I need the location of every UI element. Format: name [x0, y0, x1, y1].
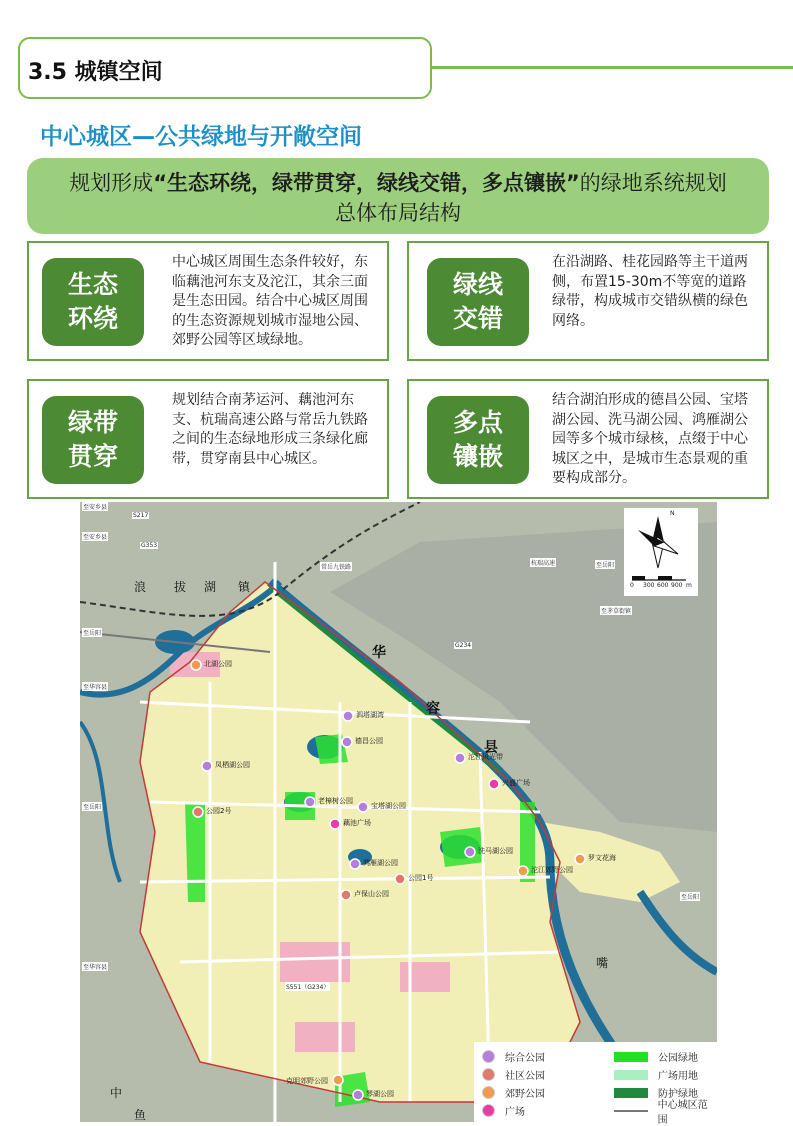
plaza-icon [482, 1104, 495, 1117]
country-park-icon [482, 1086, 495, 1099]
map-legend [474, 1042, 717, 1126]
map-canvas [80, 502, 717, 1122]
legend-label: 广场用地 [658, 1071, 698, 1082]
park-label: 洗马湖公园 [478, 847, 513, 855]
park-label: 罗文花海 [588, 854, 616, 862]
park-label: 卢保山公园 [354, 890, 389, 898]
park-label: 沱江风光带 [468, 753, 503, 761]
park-marker [455, 753, 465, 763]
card-badge-line2: 环绕 [67, 304, 118, 333]
scale-tick: 900 [671, 582, 683, 589]
legend-item [614, 1068, 698, 1081]
road-label: 至岳阳 [83, 630, 102, 637]
card-badge-line1: 绿线 [452, 270, 503, 299]
banner-suffix: 的绿地系统规划总体布局结构 [335, 171, 727, 225]
place-label: 浪 [134, 580, 147, 594]
card-multi-point [407, 379, 769, 499]
park-green-swatch [614, 1052, 648, 1062]
park-marker [575, 854, 585, 864]
park-label: 兴盛广场 [502, 779, 530, 787]
card-green-line-cross [407, 241, 769, 361]
commercial-block [400, 962, 450, 992]
place-label: 中 [110, 1086, 123, 1100]
header-divider-line [432, 66, 793, 69]
legend-item [482, 1104, 525, 1117]
park-marker [330, 819, 340, 829]
park-marker [341, 890, 351, 900]
place-label: 嘴 [596, 956, 609, 970]
card-green-belt [27, 379, 389, 499]
place-label: 湖 [204, 580, 217, 594]
park-label: 老樟树公园 [318, 797, 353, 805]
road-label: 至岳阳 [681, 894, 700, 901]
card-badge-line2: 贯穿 [67, 442, 118, 471]
card-description: 中心城区周围生态条件较好，东临藕池河东支及沱江，其余三面是生态田园。结合中心城区周围的生态资源规划城市湿地公园、郊野公园等区域绿地。 [172, 254, 368, 348]
banner-emphasis: “生态环绕，绿带贯穿，绿线交错，多点镶嵌” [153, 171, 580, 195]
card-badge [427, 258, 529, 346]
road-label: 至安乡县 [83, 534, 108, 541]
park-label: 藕池广场 [343, 819, 371, 827]
park-marker [395, 874, 405, 884]
park-marker [489, 779, 499, 789]
compass-north-label: N [670, 510, 675, 517]
park-marker [358, 802, 368, 812]
park-marker [342, 737, 352, 747]
park-marker [518, 866, 528, 876]
park-marker [191, 660, 201, 670]
park-label: 沱江郊野公园 [531, 866, 573, 874]
legend-item [614, 1050, 698, 1063]
card-badge [42, 258, 144, 346]
legend-label: 公园绿地 [658, 1053, 698, 1064]
card-badge-line1: 生态 [67, 270, 118, 299]
park-label: 泗塔湖湾 [356, 711, 384, 719]
road-label: S551（G234） [286, 984, 330, 991]
card-ecology-ring [27, 241, 389, 361]
place-label: 县 [484, 740, 498, 756]
card-description: 结合湖泊形成的德昌公园、宝塔湖公园、洗马湖公园、鸿雁湖公园等多个城市绿核，点缀于中心城区之中，是城市生态景观的重要构成部分。 [552, 392, 748, 486]
road-label: 常岳九铁路 [321, 564, 352, 571]
comprehensive-park-icon [482, 1050, 495, 1063]
card-badge-line2: 交错 [452, 304, 503, 333]
park-label: 凤栖湖公园 [215, 761, 250, 769]
legend-label: 防护绿地 [658, 1089, 698, 1100]
road-label: G234 [455, 642, 472, 649]
card-badge-line2: 镶嵌 [452, 442, 503, 471]
road-label: 至华容县 [83, 964, 108, 971]
legend-label: 郊野公园 [505, 1089, 545, 1100]
legend-label: 中心城区范围 [657, 1099, 708, 1126]
park-marker [350, 859, 360, 869]
road-label: 至安乡县 [83, 504, 108, 511]
place-label: 鱼 [134, 1108, 147, 1122]
place-label: 华 [372, 645, 386, 661]
park-marker [193, 807, 203, 817]
legend-item [482, 1050, 545, 1063]
card-badge-line1: 多点 [452, 408, 503, 437]
plaza-land-swatch [614, 1070, 648, 1080]
park-green [185, 802, 205, 902]
park-marker [305, 797, 315, 807]
banner-prefix: 规划形成 [69, 171, 154, 195]
park-marker [343, 711, 353, 721]
legend-label: 综合公园 [505, 1053, 545, 1064]
protective-green-swatch [614, 1088, 648, 1098]
park-label: 琴湖公园 [366, 1090, 394, 1098]
page-subtitle: 中心城区—公共绿地与开敞空间 [40, 124, 362, 150]
card-badge-line1: 绿带 [67, 408, 118, 437]
park-marker [465, 847, 475, 857]
green-space-map [80, 502, 717, 1122]
place-label: 镇 [238, 580, 251, 594]
park-label: 克明郊野公园 [286, 1077, 328, 1085]
legend-item [614, 1099, 717, 1126]
road-label: S217 [133, 512, 149, 519]
legend-item [482, 1086, 545, 1099]
legend-item [482, 1068, 545, 1081]
legend-label: 社区公园 [505, 1071, 545, 1082]
road-label: 至岳阳 [596, 562, 615, 569]
road-label: 至茅草街镇 [601, 608, 632, 615]
commercial-block [295, 1022, 355, 1052]
place-label: 拔 [174, 580, 187, 594]
structure-banner [27, 158, 769, 234]
north-arrow [624, 508, 698, 596]
card-description: 在沿湖路、桂花园路等主干道两侧，布置15-30m不等宽的道路绿带，构成城市交错纵横的绿色网络。 [552, 254, 748, 329]
road-label: 至华容县 [83, 684, 108, 691]
place-label: 容 [426, 701, 440, 717]
card-badge [42, 396, 144, 484]
park-marker [202, 761, 212, 771]
park-marker [353, 1090, 363, 1100]
park-marker [333, 1075, 343, 1085]
park-label: 德昌公园 [355, 737, 383, 745]
park-label: 公园1号 [408, 874, 434, 882]
scale-tick: 0 [630, 582, 634, 589]
card-badge [427, 396, 529, 484]
scale-unit: m [686, 582, 692, 589]
park-label: 公园2号 [206, 807, 232, 815]
park-label: 鸿雁湖公园 [363, 859, 398, 867]
scale-tick: 600 [657, 582, 669, 589]
park-label: 北湖公园 [204, 660, 232, 668]
community-park-icon [482, 1068, 495, 1081]
road-label: 至岳阳 [83, 804, 102, 811]
road-label: 杭瑞高速 [531, 560, 556, 567]
card-description: 规划结合南茅运河、藕池河东支、杭瑞高速公路与常岳九铁路之间的生态绿地形成三条绿化廊带，贯穿南县中心城区。 [172, 392, 368, 467]
park-label: 宝塔湖公园 [371, 802, 406, 810]
scale-tick: 300 [643, 582, 655, 589]
road-label: G353 [141, 542, 158, 549]
section-title: 3.5 城镇空间 [28, 60, 163, 85]
district-boundary-swatch [614, 1110, 648, 1112]
legend-label: 广场 [505, 1107, 525, 1118]
